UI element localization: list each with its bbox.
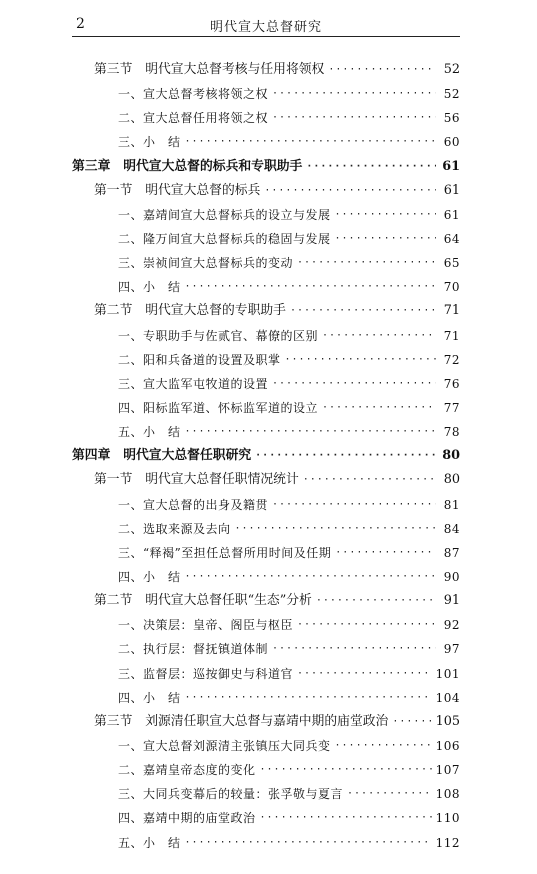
toc-entry-sub[interactable]: [0, 637, 460, 661]
page-number: 2: [76, 16, 85, 32]
dot-leader: [303, 468, 436, 492]
dot-leader: [322, 396, 436, 420]
dot-leader: [272, 637, 436, 661]
dot-leader: [255, 444, 436, 468]
toc-entry-sub[interactable]: [0, 831, 460, 855]
dot-leader: [392, 710, 431, 734]
dot-leader: [335, 203, 436, 227]
toc-entry-page: 60: [443, 135, 460, 150]
table-of-contents: [0, 58, 537, 855]
toc-entry-page: 110: [435, 811, 460, 826]
toc-entry-page: 64: [443, 231, 460, 246]
dot-leader: [272, 493, 436, 517]
dot-leader: [185, 831, 432, 855]
dot-leader: [185, 275, 436, 299]
toc-entry-sub[interactable]: [0, 227, 460, 251]
toc-entry-title: 二、阳和兵备道的设置及职掌: [118, 352, 281, 367]
toc-entry-page: 77: [443, 400, 460, 415]
dot-leader: [328, 58, 436, 82]
page-header: [72, 12, 460, 37]
toc-entry-title: 第三章 明代宣大总督的标兵和专职助手: [72, 158, 303, 174]
dot-leader: [260, 758, 432, 782]
dot-leader: [185, 420, 436, 444]
toc-entry-title: 四、嘉靖中期的庙堂政治: [118, 811, 256, 826]
dot-leader: [347, 782, 432, 806]
toc-entry-sub[interactable]: [0, 686, 460, 710]
toc-entry-title: 三、大同兵变幕后的较量：张孚敬与夏言: [118, 787, 344, 802]
toc-entry-title: 第二节 明代宣大总督的专职助手: [94, 303, 286, 319]
toc-entry-title: 四、小 结: [118, 690, 181, 705]
toc-entry-title: 第四章 明代宣大总督任职研究: [72, 448, 252, 464]
toc-entry-page: 92: [443, 618, 460, 633]
toc-entry-section[interactable]: [0, 299, 460, 323]
toc-entry-title: 二、隆万间宣大总督标兵的稳固与发展: [118, 231, 331, 246]
running-title: 明代宣大总督研究: [209, 20, 322, 35]
toc-entry-title: 二、宣大总督任用将领之权: [118, 111, 269, 126]
toc-entry-page: 71: [443, 328, 460, 343]
toc-entry-title: 四、小 结: [118, 280, 181, 295]
dot-leader: [335, 734, 432, 758]
toc-entry-section[interactable]: [0, 58, 460, 82]
toc-entry-page: 70: [443, 280, 460, 295]
toc-entry-sub[interactable]: [0, 203, 460, 227]
toc-entry-sub[interactable]: [0, 130, 460, 154]
dot-leader: [272, 82, 436, 106]
toc-entry-page: 106: [435, 738, 460, 753]
dot-leader: [306, 155, 436, 179]
toc-entry-page: 71: [443, 303, 460, 319]
toc-entry-page: 56: [443, 111, 460, 126]
dot-leader: [290, 299, 436, 323]
dot-leader: [297, 613, 436, 637]
toc-entry-page: 104: [435, 690, 460, 705]
toc-entry-title: 四、小 结: [118, 569, 181, 584]
toc-entry-title: 三、崇祯间宣大总督标兵的变动: [118, 256, 294, 271]
toc-entry-page: 101: [435, 666, 460, 681]
dot-leader: [260, 806, 432, 830]
toc-entry-sub[interactable]: [0, 806, 460, 830]
toc-entry-section[interactable]: [0, 710, 460, 734]
toc-entry-page: 52: [443, 87, 460, 102]
dot-leader: [235, 517, 436, 541]
toc-entry-title: 第一节 明代宣大总督的标兵: [94, 182, 261, 198]
dot-leader: [335, 541, 436, 565]
toc-entry-title: 二、选取来源及去向: [118, 521, 231, 536]
toc-entry-page: 87: [443, 545, 460, 560]
toc-entry-sub[interactable]: [0, 82, 460, 106]
toc-entry-sub[interactable]: [0, 565, 460, 589]
toc-entry-title: 第一节 明代宣大总督任职情况统计: [94, 472, 299, 488]
toc-entry-page: 78: [443, 425, 460, 440]
toc-entry-sub[interactable]: [0, 396, 460, 420]
toc-entry-page: 84: [443, 521, 460, 536]
toc-entry-sub[interactable]: [0, 493, 460, 517]
toc-entry-page: 112: [435, 835, 460, 850]
toc-entry-title: 二、嘉靖皇帝态度的变化: [118, 763, 256, 778]
toc-entry-title: 三、宣大监军屯牧道的设置: [118, 376, 269, 391]
toc-entry-section[interactable]: [0, 589, 460, 613]
dot-leader: [322, 324, 436, 348]
toc-entry-page: 80: [442, 448, 460, 464]
toc-entry-title: 一、宣大总督刘源清主张镇压大同兵变: [118, 738, 331, 753]
dot-leader: [297, 251, 436, 275]
toc-entry-sub[interactable]: [0, 541, 460, 565]
toc-entry-sub[interactable]: [0, 734, 460, 758]
toc-entry-sub[interactable]: [0, 275, 460, 299]
toc-entry-page: 81: [443, 497, 460, 512]
toc-entry-title: 一、专职助手与佐贰官、幕僚的区别: [118, 328, 319, 343]
toc-entry-title: 一、决策层：皇帝、阁臣与枢臣: [118, 618, 294, 633]
dot-leader: [316, 589, 436, 613]
toc-entry-page: 52: [443, 62, 460, 77]
toc-entry-page: 91: [443, 593, 460, 609]
toc-entry-sub[interactable]: [0, 758, 460, 782]
toc-entry-sub[interactable]: [0, 517, 460, 541]
dot-leader: [272, 106, 436, 130]
toc-entry-title: 五、小 结: [118, 425, 181, 440]
toc-entry-title: 三、“释褐”至担任总督所用时间及任期: [118, 545, 332, 560]
toc-entry-section[interactable]: [0, 468, 460, 492]
toc-entry-sub[interactable]: [0, 324, 460, 348]
toc-entry-sub[interactable]: [0, 106, 460, 130]
toc-entry-title: 第三节 明代宣大总督考核与任用将领权: [94, 62, 325, 77]
toc-entry-title: 四、阳标监军道、怀标监军道的设立: [118, 400, 319, 415]
dot-leader: [185, 130, 436, 154]
toc-entry-sub[interactable]: [0, 251, 460, 275]
toc-entry-sub[interactable]: [0, 372, 460, 396]
toc-entry-page: 97: [443, 642, 460, 657]
toc-entry-page: 108: [435, 787, 460, 802]
toc-entry-sub[interactable]: [0, 662, 460, 686]
toc-entry-page: 61: [442, 158, 460, 174]
toc-entry-page: 61: [443, 207, 460, 222]
toc-entry-section[interactable]: [0, 179, 460, 203]
toc-entry-title: 三、监督层：巡按御史与科道官: [118, 666, 294, 681]
toc-entry-page: 80: [443, 472, 460, 488]
toc-entry-page: 76: [443, 376, 460, 391]
toc-entry-title: 五、小 结: [118, 835, 181, 850]
toc-entry-sub[interactable]: [0, 420, 460, 444]
dot-leader: [285, 348, 436, 372]
dot-leader: [335, 227, 436, 251]
toc-entry-chapter[interactable]: [0, 155, 460, 179]
toc-entry-page: 105: [435, 713, 460, 729]
dot-leader: [297, 662, 432, 686]
toc-entry-title: 第二节 明代宣大总督任职“生态”分析: [94, 593, 312, 609]
toc-entry-page: 61: [443, 182, 460, 198]
dot-leader: [264, 179, 436, 203]
dot-leader: [272, 372, 436, 396]
toc-entry-chapter[interactable]: [0, 444, 460, 468]
toc-entry-page: 107: [435, 763, 460, 778]
toc-entry-page: 65: [443, 256, 460, 271]
toc-entry-title: 三、小 结: [118, 135, 181, 150]
toc-entry-sub[interactable]: [0, 348, 460, 372]
dot-leader: [185, 565, 436, 589]
toc-entry-title: 一、宣大总督考核将领之权: [118, 87, 269, 102]
toc-entry-sub[interactable]: [0, 613, 460, 637]
dot-leader: [185, 686, 432, 710]
toc-entry-title: 一、宣大总督的出身及籍贯: [118, 497, 269, 512]
toc-entry-title: 二、执行层：督抚镇道体制: [118, 642, 269, 657]
toc-entry-page: 72: [443, 352, 460, 367]
toc-entry-sub[interactable]: [0, 782, 460, 806]
toc-entry-title: 第三节 刘源清任职宣大总督与嘉靖中期的庙堂政治: [94, 713, 389, 729]
toc-entry-title: 一、嘉靖间宣大总督标兵的设立与发展: [118, 207, 331, 222]
toc-entry-page: 90: [443, 569, 460, 584]
